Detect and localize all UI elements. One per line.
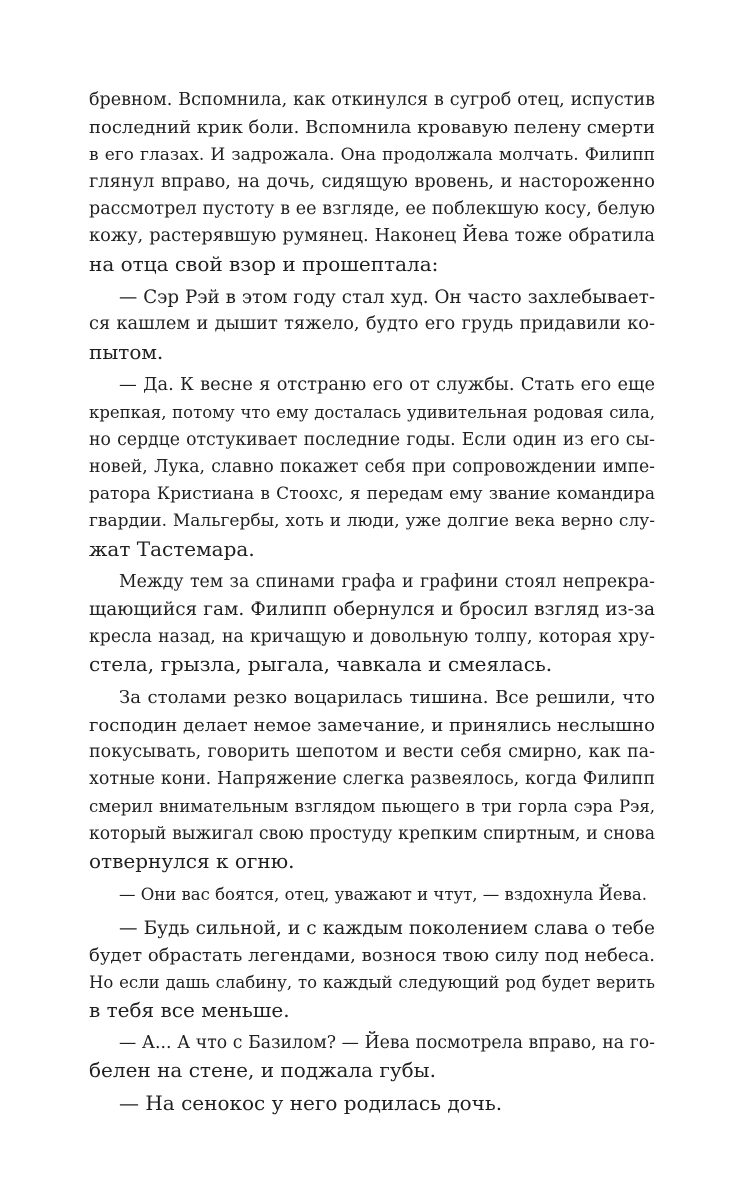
page-text: [89, 87, 655, 1118]
paragraph: [89, 1030, 655, 1085]
text-line: бревном. Вспомнила, как откинулся в сугроб отец, испустив: [89, 90, 655, 110]
paragraph: [89, 1090, 655, 1117]
paragraph: [89, 372, 655, 563]
text-line: — А... А что с Базилом? — Йева посмотрела вправо, на го-: [119, 1032, 655, 1053]
paragraph: [89, 915, 655, 1024]
text-line: в тебя все меньше.: [89, 997, 290, 1022]
text-line: крепкая, потому что ему досталась удивительная родовая сила,: [89, 403, 655, 423]
text-line: на отца свой взор и прошептала:: [89, 251, 439, 276]
text-line: пытом.: [89, 339, 164, 364]
text-line: — Будь сильной, и с каждым поколением слава о тебе: [119, 917, 655, 939]
text-line: белен на стене, и поджала губы.: [89, 1058, 436, 1083]
text-line: который выжигал свою простуду крепким спиртным, и снова: [89, 823, 655, 844]
paragraph: [89, 569, 655, 678]
text-line: отвернулся к огню.: [89, 849, 295, 874]
text-line: глянул вправо, на дочь, сидящую вровень, и настороженно: [89, 171, 655, 192]
text-line: Но если дашь слабину, то каждый следующий род будет верить: [89, 973, 655, 993]
text-line: щающийся гам. Филипп обернулся и бросил взгляд из-за: [89, 599, 655, 621]
text-line: — Да. К весне я отстраню его от службы. Стать его еще: [119, 374, 655, 395]
text-line: — Они вас боятся, отец, уважают и чтут, — вздохнула Йева.: [119, 885, 648, 905]
text-line: господин делает немое замечание, и принялись неслышно: [89, 714, 655, 736]
text-line: в его глазах. И задрожала. Она продолжала молчать. Филипп: [89, 144, 655, 165]
text-line: кресла назад, на кричащую и довольную толпу, которая хру-: [89, 626, 655, 647]
text-line: кожу, растерявшую румянец. Наконец Йева тоже обратила: [89, 226, 655, 247]
text-line: ся кашлем и дышит тяжело, будто его грудь придавили ко-: [89, 314, 655, 335]
text-line: новей, Лука, славно покажет себя при сопровождении импе-: [89, 456, 655, 477]
paragraph: [89, 881, 655, 908]
text-line: — На сенокос у него родилась дочь.: [119, 1091, 503, 1116]
text-line: последний крик боли. Вспомнила кровавую пелену смерти: [89, 117, 655, 139]
text-line: смерил внимательным взглядом пьющего в три горла сэра Рэя,: [89, 797, 655, 817]
text-line: Между тем за спинами графа и графини стоял непрекра-: [119, 572, 655, 593]
text-line: За столами резко воцарилась тишина. Все решили, что: [119, 687, 655, 709]
text-line: покусывать, говорить шепотом и вести себя смирно, как па-: [89, 741, 655, 762]
text-line: ратора Кристиана в Стоохс, я передам ему звание командира: [89, 484, 655, 505]
text-line: будет обрастать легендами, вознося твою силу под небеса.: [89, 944, 655, 966]
text-line: жат Тастемара.: [89, 536, 255, 561]
text-line: гвардии. Мальгербы, хоть и люди, уже долгие века верно слу-: [89, 511, 655, 532]
text-line: стела, грызла, рыгала, чавкала и смеялась.: [89, 651, 553, 676]
text-line: хотные кони. Напряжение слегка развеялось, когда Филипп: [89, 769, 655, 790]
paragraph: [89, 684, 655, 875]
text-line: рассмотрел пустоту в ее взгляде, ее поблекшую косу, белую: [89, 199, 655, 220]
text-line: — Сэр Рэй в этом году стал худ. Он часто захлебывает-: [119, 287, 655, 309]
text-line: но сердце отстукивает последние годы. Если один из его сы-: [89, 429, 655, 450]
paragraph: [89, 284, 655, 366]
paragraph: [89, 87, 655, 278]
